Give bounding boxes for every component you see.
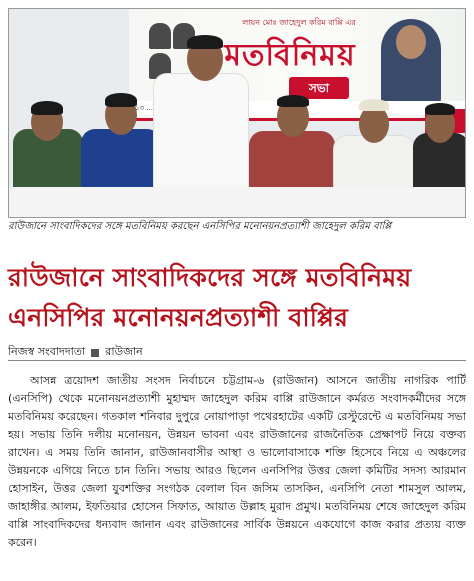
banner-title: মতবিনিময় [224,38,356,73]
banner-sub: সভা [289,77,349,99]
article-body [8,372,466,552]
person-hair [425,103,455,115]
byline-reporter: নিজস্ব সংবাদদাতা [8,345,86,358]
person-hair [105,93,137,107]
banner-mini-portrait [149,23,171,49]
table [9,187,466,218]
square-bullet-icon [91,349,99,357]
divider [8,360,466,361]
person-hair [187,35,223,49]
person-cap [359,99,389,111]
banner-portrait [381,19,441,103]
person-standing [153,73,249,203]
banner-strip: ১৩ [129,101,466,115]
person-hair [31,101,63,115]
byline-location: রাউজান [105,345,143,358]
headline: রাউজানে সাংবাদিকদের সঙ্গে মতবিনিময় এনসিপির মনোনয়নপ্রত্যাশী বাপ্পির [8,263,412,332]
news-photo [8,8,466,218]
photo-caption: রাউজানে সাংবাদিকদের সঙ্গে মতবিনিময় করছেন এনসিপির মনোনয়নপ্রত্যাশী জাহেদুল করিম বাপ্পি [8,221,392,232]
person-hair [277,95,309,107]
banner-small-text: লায়ন মোঃ জাহেদুল করিম বাপ্পি এর [242,18,356,27]
article-body-text: আসন্ন ত্রয়োদশ জাতীয় সংসদ নির্বাচনে চট্টগ্রাম-৬ (রাউজান) আসনে জাতীয় নাগরিক পার্টি (এনসিপি) থেকে মনোনয়নপ্রত্যাশী মুহাম্মদ জাহেদুল করিম বাপ্পি রাউজানে কর্মরত সংবাদকর্মীদের সঙ্গে মতবিনিময় করেছেন। গতকাল শনিবার দুপুরে নোয়াপাড়া পথেরহাটের একটি রেস্টুরেন্টে এ মতবিনিময় সভা হয়। সভায় তিনি দলীয় মনোনয়ন, উন্নয়ন ভাবনা এবং রাউজানের রাজনৈতিক প্রেক্ষাপট নিয়ে বক্তব্য রাখেন। এ সময় তিনি জানান, রাউজানবাসীর আস্থা ও ভালোবাসাকে শক্তি হিসেবে নিয়ে এ অঞ্চলের উন্নয়নকে এগিয়ে নিতে চান তিনি। সভায় আরও ছিলেন এনসিপির উত্তর জেলা কমিটির সদস্য আরমান হোসাইন, উত্তর জেলা যুবশক্তির সংগঠক বেলাল বিন জসিম তাসকিন, এনসিপি নেতা শামসুল আলম, জাহাঙ্গীর আলম, ইফতিয়ার হোসেন সিফাত, আয়াত উল্লাহ মুরাদ প্রমুখ। মতবিনিময় শেষে জাহেদুল করিম বাপ্পি সাংবাদিকদের ধন্যবাদ জানান এবং রাউজানের সার্বিক উন্নয়নে একযোগে কাজ করার প্রত্যয় ব্যক্ত করেন। [8,374,466,549]
